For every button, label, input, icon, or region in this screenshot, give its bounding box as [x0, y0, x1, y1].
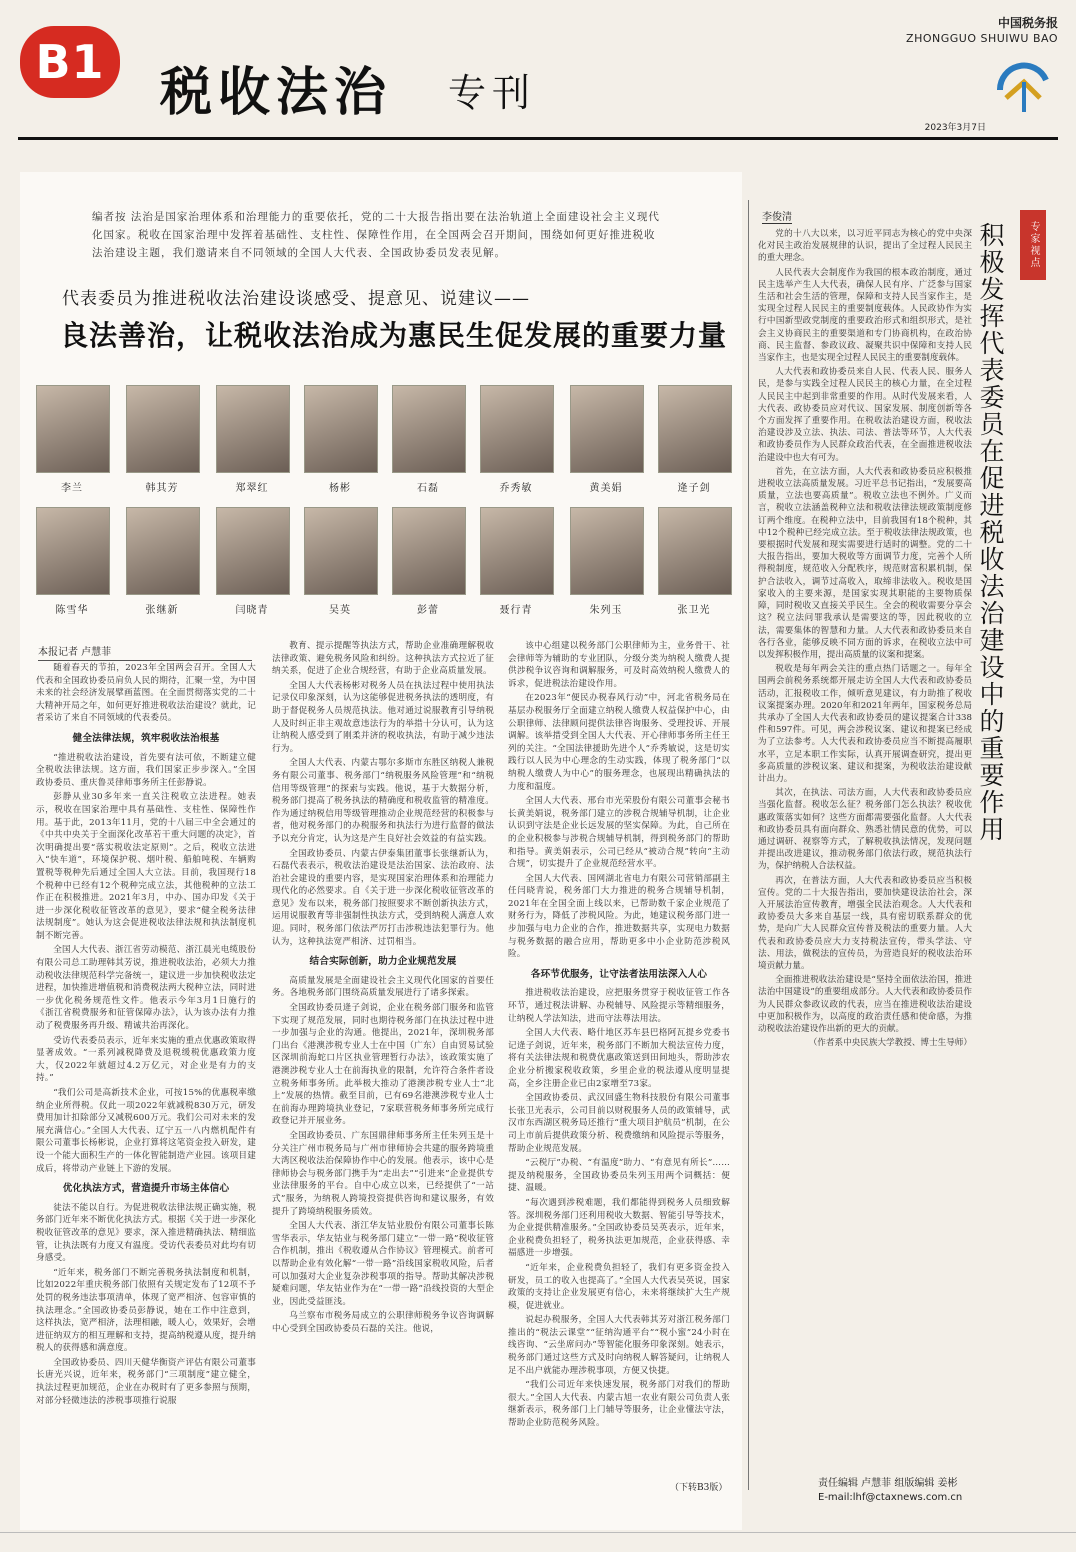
commentary-title: 积极发挥代表委员在促进税收法治建设中的重要作用	[976, 222, 1005, 843]
contact-email[interactable]: E-mail:lhf@ctaxnews.com.cn	[818, 1492, 963, 1503]
paragraph: 全国人大代表、国网湖北省电力有限公司营销部副主任闫晓青说，税务部门大力推进的税务合规辅导机制，2021年在全国全面上线以来，已帮助数千家企业规范了财务行为，降低了涉税风险。为此，她建议税务部门进一步加强与电力企业的合作，推进数据共享，实现电力数据与税务数据的融合应用，帮助更多中小企业防范涉税风险。	[508, 873, 730, 960]
portrait-name: 张卫光	[677, 605, 711, 616]
paragraph: 全国政协委员、内蒙古伊泰集团董事长张继新认为，石磊代表表示，税收法治建设是法治国家、法治政府、法治社会建设的重要内容，是实现国家治理体系和治理能力现代化的必然要求。自《关于进一步深化税收征管改革的意见》发布以来，税务部门按照要求不断创新执法方式，运用说服教育等非强制性执法方式，受到纳税人满意人欢迎。同时，税务部门依法严厉打击涉税违法犯罪行为。他认为，这种执法宽严相济、过罚相当。	[272, 848, 494, 947]
paragraph: 全国人大代表、浙江省劳动模范、浙江晨光电缆股份有限公司总工助理韩其芳说，推进税收法治，必须大力推动税收法律规范科学完备统一，建议进一步加快税收法定进程，加快推进增值税和消费税法两大税种立法，同时进一步优化税务规范性文件。他表示今年3月1日施行的《浙江省税费服务和征管保障办法》，认为该办法有力推动了税费服务再升级、精诚共治再深化。	[36, 945, 256, 1032]
paragraph: “近年来，税务部门不断完善税务执法制度和机制，比如2022年重庆税务部门依照有关规定发布了12项不予处罚的税务违法事项清单，体现了宽严相济、包容审慎的执法理念。”全国政协委员彭静说，她在工作中注意到，这样执法，宽严相济，法理相融，暖人心，效果好，会增进征纳双方的相互理解和支持，提高纳税遵从度，提升纳税人的获得感和满意度。	[36, 1267, 256, 1354]
portrait	[480, 507, 552, 616]
portrait-name: 闫晓青	[235, 605, 269, 616]
portrait-photo	[36, 507, 110, 595]
subhead: 健全法律法规，筑牢税收法治根基	[72, 732, 220, 744]
section-title: 税收法治	[160, 63, 393, 123]
portrait-name: 杨彬	[329, 483, 351, 494]
portrait-name: 韩其芳	[145, 483, 179, 494]
paragraph: “推进税收法治建设，首先要有法可依，不断建立健全税收法律法规。这方面，我们国家正步步深入。”全国政协委员、重庆鲁灵律师事务所主任彭静说。	[36, 752, 256, 788]
paragraph: 全国人大代表杨彬对税务人员在执法过程中使用执法记录仪印象深刻，认为这能够促进税务执法的透明度，有助于督促税务人员规范执法。他对通过说服教育引导纳税人及时纠正非主观故意违法行为的举措十分认可，认为这让纳税人感受到了刚柔并济的税收执法，有助于减少违法行为。	[272, 680, 494, 754]
footer-rule	[0, 1532, 1076, 1533]
portrait-name: 张继新	[145, 605, 179, 616]
paragraph: “我们公司近年来快速发展，税务部门对我们的帮助很大。”全国人大代表、内蒙古旭一农业有限公司负责人张继新表示，税务部门上门辅导等服务，让企业懂法守法，帮助企业防范税务风险。	[508, 1380, 730, 1429]
issue-date: 2023年3月7日	[924, 123, 986, 133]
portrait-photo	[304, 507, 378, 595]
author-note: （作者系中央民族大学教授、博士生导师）	[808, 1038, 972, 1049]
paragraph: 全面推进税收法治建设是“坚持全面依法治国，推进法治中国建设”的重要组成部分。人大代表和政协委员作为人民群众参政议政的代表，应当在推进税收法治建设中更加积极作为，以高度的政治责任感和使命感，为推动税收法治建设作出新的更大的贡献。	[758, 975, 972, 1034]
portrait	[216, 385, 288, 494]
portrait-name: 逄子剑	[677, 483, 711, 494]
paper-name: 中国税务报	[997, 16, 1058, 30]
paragraph: 推进税收法治建设，应把服务贯穿于税收征管工作各环节，通过税法讲解、办税辅导、风险提示等精细服务，让纳税人学法知法，进而守法尊法用法。	[508, 988, 730, 1024]
paper-name-en: ZHONGGUO SHUIWU BAO	[906, 32, 1058, 45]
paragraph: 彭静从业30多年来一直关注税收立法进程。她表示，税收在国家治理中具有基础性、支柱性、保障性作用。基于此，2013年11月，党的十八届三中全会通过的《中共中央关于全面深化改革若干重大问题的决定》，首次明确提出要“落实税收法定原则”。之后，税收立法进入“快车道”，环境保护税、烟叶税、船舶吨税、车辆购置税等税种先后通过全国人大立法。目前，我国现行18个税种中已经有12个税种完成立法，其他税种的立法工作正在积极推进。2021年3月，中办、国办印发《关于进一步深化税收征管改革的意见》，要求“健全税务法律法规制度”。她认为这会促进税收法律法规和执法制度机制不断完善。	[36, 792, 256, 941]
portrait	[392, 385, 464, 494]
article-column-2	[272, 640, 494, 1492]
paragraph: 乌兰察布市税务局成立的公职律师税务争议咨询调解中心受到全国政协委员石磊的关注。他说，	[272, 1311, 494, 1334]
commentary-tag: 专家视点	[1020, 210, 1046, 280]
portrait	[658, 385, 730, 494]
paragraph: 人民代表大会制度作为我国的根本政治制度，通过民主选举产生人大代表，确保人民有序、广泛参与国家生活和社会生活的管理，保障和支持人民当家作主，是实现全过程人民民主的重要制度载体。人民政协作为实行中国新型政党制度的重要政治形式和组织形式，是社会主义协商民主的重要渠道和专门协商机构，在政治协商、民主监督、参政议政、凝聚共识中保障和支持人民当家作主，也是实现全过程人民民主的重要制度载体。	[758, 267, 972, 364]
paragraph: 全国人大代表、内蒙古鄂尔多斯市东胜区纳税人兼税务有限公司董事、税务部门“纳税服务风险管理”和“纳税信用等级管理”的探索与实践。他说，基于大数据分析，税务部门提高了税务执法的精确度和税收监管的精准度。作为通过纳税信用等级管理推动企业规范经营的积极参与者，他对税务部门的办税服务和执法行为进行监督的做法予以充分肯定，认为这是产生良好社会效益的有益实践。	[272, 758, 494, 844]
portrait	[570, 507, 642, 616]
paragraph: 全国政协委员、四川天健华衡资产评估有限公司董事长唐光兴说，近年来，税务部门“三项制度”建立健全，执法过程更加规范，企业在办税时有了更多参照与预期，对部分轻微违法的涉税事项推行说服	[36, 1357, 256, 1406]
portrait	[304, 507, 376, 616]
portrait	[392, 507, 464, 616]
paragraph: 全国人大代表、略什地区苏车县巴格阿瓦提乡党委书记逄子剑说，近年来，税务部门不断加大税法宣传力度，将有关法律法规和税费优惠政策送到田间地头，帮助涉农企业分析搬家税收政策，乡里企业的税法遵从度明显提高，全乡注册企业已由2家增至73家。	[508, 1028, 730, 1089]
portrait	[216, 507, 288, 616]
portrait-name: 李兰	[61, 483, 83, 494]
paragraph: 全国人大代表、邢台市光荣股份有限公司董事会秘书长黄美娟说，税务部门建立的涉税合规辅导机制，让企业认识到守法是企业长远发展的坚实保障。为此，自己所在的企业积极参与涉税合规辅导机制，得到税务部门的帮助和指导。黄美娟表示，公司已经从“被动合规”转向“主动合规”，切实提升了企业规范经营水平。	[508, 796, 730, 870]
editor-names: 责任编辑 卢慧菲 组版编辑 姜彬	[818, 1478, 958, 1489]
subhead: 各环节优服务，让守法者法用法深入人心	[530, 968, 708, 980]
subhead: 结合实际创新，助力企业规范发展	[309, 956, 457, 968]
portrait-photo	[126, 507, 200, 595]
paragraph: 受访代表委员表示，近年来实施的重点优惠政策取得显著成效。“一系列减税降费及退税缓税优惠政策力度大，仅2022年就超过4.2万亿元，对企业是有力的支持。”	[36, 1035, 256, 1084]
portrait-name: 郑翠红	[235, 483, 269, 494]
portrait-name: 石磊	[417, 483, 439, 494]
portrait	[36, 385, 108, 494]
portrait-name: 乔秀敏	[499, 483, 533, 494]
paragraph: “云税厅”办税、“有温度”助力、“有意见有所长”……提及纳税服务，全国政协委员朱列玉用两个词概括：便捷、温暖。	[508, 1158, 730, 1194]
portrait-name: 彭蕾	[417, 605, 439, 616]
portrait	[658, 507, 730, 616]
portrait-name: 朱列玉	[589, 605, 623, 616]
portrait	[36, 507, 108, 616]
portrait-photo	[392, 507, 466, 595]
paragraph: 徒法不能以自行。为促进税收法律法规正确实施，税务部门近年来不断优化执法方式。根据《关于进一步深化税收征管改革的意见》要求，深入推进精确执法、精细监管，让执法既有力度又有温度。受访代表委员对此均有切身感受。	[36, 1202, 256, 1264]
portrait-name: 聂行青	[499, 605, 533, 616]
paragraph: 全国政协委员逄子剑说，企业在税务部门服务和监管下实现了规范发展，同时也期待税务部门在执法过程中进一步加强与企业的沟通。他提出，2021年，深圳税务部门出台《港澳涉税专业人士在中国（广东）自由贸易试验区深圳前海蛇口片区执业管理暂行办法》，该政策实施了港澳涉税专业人士在前海执业的限制，允许符合条件者设立税务师事务所。此举极大推动了港澳涉税专业人士“北上”发展的热情。截至目前，已有69名港澳涉税专业人士在前海办理跨境执业登记，7家联营税务师事务所完成行政登记并开展业务。	[272, 1003, 494, 1127]
portrait-name: 陈雪华	[55, 605, 89, 616]
continued-note: （下转B3版）	[670, 1483, 728, 1493]
paragraph: 其次，在执法、司法方面，人大代表和政协委员应当强化监督。税收怎么征？税务部门怎么执法？税收优惠政策落实如何？这些方面都需要强化监督。人大代表和政协委员具有面向群众、熟悉社情民意的优势，可以通过调研、视察等方式，了解税收执法情况，发现问题并提出改进建议，推动税务部门依法行政，规范执法行为，保护纳税人合法权益。	[758, 788, 972, 872]
paragraph: 教育、提示提醒等执法方式，帮助企业准确理解税收法律政策、避免税务风险和纠纷。这种执法方式拉近了征纳关系，促进了企业合规经营，有助于企业高质量发展。	[272, 641, 494, 677]
paragraph: “每次遇到涉税难题，我们都能得到税务人员细致解答。深圳税务部门还利用税收大数据、智能引导等技术，为企业提供精准服务。”全国政协委员吴英表示，近年来，企业税费负担轻了，税务执法更加规范，企业获得感、幸福感进一步增强。	[508, 1197, 730, 1259]
paragraph: 高质量发展是全面建设社会主义现代化国家的首要任务。各地税务部门围绕高质量发展进行了诸多探索。	[272, 975, 494, 999]
paragraph: 全国政协委员、广东国鼎律师事务所主任朱列玉是十分关注广州市税务局与广州市律师协会共建的服务跨境重大湾区税收法治保障协作中心的发展。他表示，该中心是律师协会与税务部门携手为“走出去”“引进来”企业提供专业法律服务的平台。自中心成立以来，已经提供了“一站式”服务，为纳税人跨境投资提供咨询和建议服务，有效提升了跨境纳税服务质效。	[272, 1130, 494, 1217]
article-column-1	[36, 662, 256, 1492]
newspaper-logo-icon	[996, 62, 1052, 118]
paragraph: 全国人大代表、浙江华友钴业股份有限公司董事长陈雪华表示，华友钴业与税务部门建立“一带一路”税收征管合作机制，推出《税收遵从合作协议》管理模式。前者可以帮助企业有效化解“一带一路”沿线国家税收风险，后者可以加强对大企业复杂涉税事项的指导。帮助其解决涉税疑难问题，华友钴业作为在“一带一路”沿线投资的大型企业，因此受益匪浅。	[272, 1221, 494, 1307]
paragraph: “我们公司是高新技术企业，可按15%的优惠税率缴纳企业所得税。仅此一项2022年就减税830万元，研发费用加计扣除部分又减税600万元。我们公司对未来的发展充满信心。”全国人大代表、辽宁五一八内燃机配件有限公司董事长杨彬说，企业打算将这笔资金投入研发，建设一个能大面积生产的一体化智能制造产业园。该项目建成后，将带动产业链上下游的发展。	[36, 1088, 256, 1174]
portrait	[126, 385, 198, 494]
section-subtitle: 专刊	[448, 71, 537, 115]
portrait	[304, 385, 376, 494]
paragraph: 该中心组建以税务部门公职律师为主，业务骨干、社会律师等为辅助的专业团队，分级分类为纳税人缴费人提供涉税争议咨询和调解服务，可及时高效纳税人缴费人的诉求，促进税法治建设作用。	[508, 641, 730, 689]
headline: 良法善治，让税收法治成为惠民生促发展的重要力量	[60, 319, 728, 352]
commentary-byline: 李俊清	[762, 208, 792, 224]
section-badge: B1	[20, 26, 120, 98]
paragraph: 在2023年“便民办税春风行动”中，河北省税务局在基层办税服务厅全面建立纳税人缴费人权益保护中心，由公职律师、法律顾问提供法律咨询服务、受理投诉、开展调解。该举措受到全国人大代表、开心律师事务所主任王列的关注。“全国法律援助先进个人”乔秀敏说，这是切实践行以人民为中心理念的生动实践，体现了税务部门“以纳税人缴费人为中心”的服务理念，也展现出精确执法的力度和温度。	[508, 693, 730, 792]
portrait	[480, 385, 552, 494]
portrait-photo	[216, 385, 290, 473]
paragraph: 再次，在普法方面，人大代表和政协委员应当积极宣传。党的二十大报告指出，要加快建设法治社会，深入开展法治宣传教育，增强全民法治观念。人大代表和政协委员大多来自基层一线，具有密切联系群众的优势，是向广大人民群众宣传普及税法的重要力量。人大代表和政协委员应大力支持税法宣传，带头学法、守法、用法，做税法的宣传员，为营造良好的税收法治环境贡献力量。	[758, 875, 972, 971]
portrait	[126, 507, 198, 616]
paragraph: 党的十八大以来，以习近平同志为核心的党中央深化对民主政治发展规律的认识，提出了全过程人民民主的重大理念。	[758, 229, 972, 264]
portrait-name: 黄美娟	[589, 483, 623, 494]
commentary-body	[758, 228, 972, 1458]
portrait-photo	[392, 385, 466, 473]
masthead-rule	[18, 137, 1058, 140]
portrait-photo	[126, 385, 200, 473]
portrait-photo	[480, 385, 554, 473]
portrait-name: 吴英	[329, 605, 351, 616]
paragraph: 说起办税服务，全国人大代表韩其芳对浙江税务部门推出的“税法云课堂”“征纳沟通平台”“税小蜜”24小时在线咨询、“云坐席问办”等智能化服务印象深刻。她表示，税务部门通过这些方式及时向纳税人解答疑问，让纳税人足不出户就能办理涉税事项，方便又快捷。	[508, 1315, 730, 1376]
portrait-photo	[480, 507, 554, 595]
paragraph: 全国政协委员、武汉回盛生物科技股份有限公司董事长张卫光表示，公司目前以财税服务人员的政策辅导，武汉市东西湖区税务局还推行“重大项目护航员”机制，在公司上市前后提供政策分析、税费缴纳和风险提示等服务，帮助企业规范发展。	[508, 1093, 730, 1154]
portrait-photo	[304, 385, 378, 473]
portrait-photo	[570, 507, 644, 595]
kicker: 代表委员为推进税收法治建设谈感受、提意见、说建议——	[62, 289, 530, 309]
portrait-photo	[658, 385, 732, 473]
paragraph: 人大代表和政协委员来自人民、代表人民、服务人民，是参与实践全过程人民民主的核心力量，在全过程人民民主中起到非常重要的作用。从时代发展来看，人大代表、政协委员应对代议、国家发展、制度创新等各个方面发挥了重要作用。在税收法治建设方面，税收法治建设涉及立法、执法、司法、普法等环节，人大代表和政协委员作为人民群众政治代表，在全面推进税收法治建设中也大有可为。	[758, 367, 972, 463]
editor-credits	[818, 1477, 962, 1505]
paragraph: 首先，在立法方面，人大代表和政协委员应积极推进税收立法高质量发展。习近平总书记指出，“发展要高质量，立法也要高质量”。税收立法也不例外。广义而言，税收立法涵盖税种立法和税收法律法规政策制度修订两个维度。在税种立法中，目前我国有18个税种，其中12个税种已经完成立法。至于税收法律法规政策，也要根据时代发展和现实需要进行适时的调整。党的二十大报告指出，要加大税收等方面调节力度，完善个人所得税制度，规范收入分配秩序，规范财富积累机制，保护合法收入，调节过高收入，取缔非法收入。税收是国家收入的主要来源，是国家实现其职能的主要物质保障，同时税收又直接关乎民生。全会的税收需要分享会这？税立法问罪我承认是需要这的等，因此税收的立法，需要集体的智慧和力量。人大代表和政协委员来自各行各业，能够反映不同方面的诉求，在税收立法中可以发挥积极作用，提出高质量的议案和提案。	[758, 466, 972, 660]
paragraph: 随着春天的节拍，2023年全国两会召开。全国人大代表和全国政协委员肩负人民的期待，汇聚一堂，为中国未来的社会经济发展擘画蓝图。在全面贯彻落实党的二十大精神开局之年，如何更好推进税收法治建设？就此，记者采访了来自不同领域的代表委员。	[36, 663, 256, 724]
portrait-photo	[570, 385, 644, 473]
subhead: 优化执法方式，营造提升市场主体信心	[62, 1183, 230, 1195]
portrait-photo	[658, 507, 732, 595]
portrait-photo	[36, 385, 110, 473]
byline: 本报记者 卢慧菲	[38, 643, 252, 661]
paragraph: “近年来，企业税费负担轻了，我们有更多资金投入研发，员工的收入也提高了。”全国人大代表吴英说，国家政策的支持让企业发展更有信心，未来将继续扩大生产规模，促进就业。	[508, 1262, 730, 1311]
paragraph: 税收是每年两会关注的重点热门话题之一。每年全国两会前税务系统都开展走访全国人大代表和政协委员活动，汇报税收工作，倾听意见建议，有力助推了税收议案提案办理。2020年和2021年两年，国家税务总局共承办了全国人大代表和政协委员的建议提案合计338件和597件。可见，两会涉税议案、建议和提案已经成为了立法参考。人大代表和政协委员应当不断提高履职水平，立足本职工作实际，认真开展调查研究，提出更多高质量的涉税议案、建议和提案，为税收法治建设献计出力。	[758, 664, 972, 784]
article-column-3	[508, 640, 730, 1476]
portrait	[570, 385, 642, 494]
editor-note: 编者按 法治是国家治理体系和治理能力的重要依托，党的二十大报告指出要在法治轨道上全面建设社会主义现代化国家。税收在国家治理中发挥着基础性、支柱性、保障性作用，在全国两会召开期间，围绕如何更好推进税收法治建设主题，我们邀请来自不同领域的全国人大代表、全国政协委员发表见解。	[92, 211, 660, 259]
column-divider	[748, 200, 749, 1490]
portrait-photo	[216, 507, 290, 595]
